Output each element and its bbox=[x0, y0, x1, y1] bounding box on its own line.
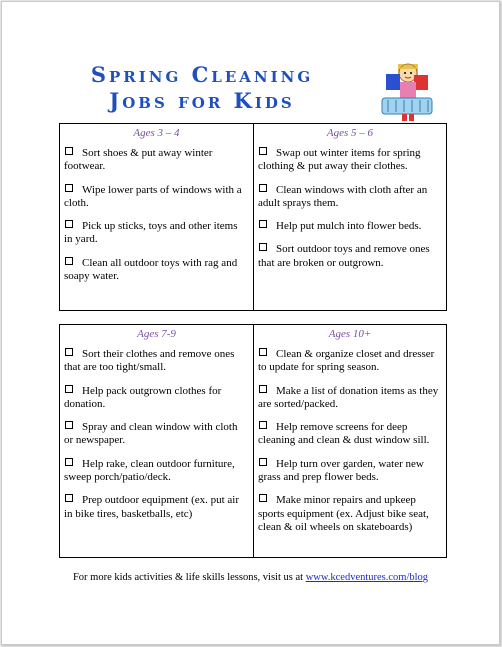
heading-ages-5-6: Ages 5 – 6 bbox=[326, 127, 374, 139]
list-item: Help put mulch into flower beds. bbox=[258, 220, 440, 233]
checkbox-icon bbox=[65, 385, 73, 393]
list-item: Clean & organize closet and dresser to update for spring season. bbox=[258, 348, 435, 374]
checkbox-icon bbox=[259, 421, 267, 429]
document-page bbox=[1, 1, 500, 645]
list-item: Sort shoes & put away winter footwear. bbox=[64, 147, 213, 173]
checkbox-icon bbox=[259, 494, 267, 502]
list-item: Help turn over garden, water new grass and prep flower beds. bbox=[258, 457, 424, 484]
list-item: Pick up sticks, toys and other items in yard. bbox=[64, 220, 238, 246]
heading-ages-7-9: Ages 7-9 bbox=[137, 328, 176, 340]
checkbox-icon bbox=[259, 348, 267, 356]
title-line-1: Spring Cleaning bbox=[90, 62, 314, 87]
footer-text: For more kids activities & life skills lessons, visit us at bbox=[72, 572, 306, 583]
column-ages-7-9 bbox=[60, 325, 253, 557]
checkbox-icon bbox=[65, 494, 73, 502]
checkbox-icon bbox=[65, 257, 73, 265]
checkbox-icon bbox=[65, 220, 73, 228]
list-item: Make a list of donation items as they are sorted/packed. bbox=[258, 384, 439, 410]
checkbox-icon bbox=[259, 458, 267, 466]
list-item: Help remove screens for deep cleaning and clean & dust window sill. bbox=[258, 421, 430, 447]
checkbox-icon bbox=[65, 458, 73, 466]
footer bbox=[2, 572, 499, 583]
list-item: Swap out winter items for spring clothing & put away their clothes. bbox=[258, 147, 421, 173]
list-item: Spray and clean window with cloth or newspaper. bbox=[64, 421, 238, 447]
checkbox-icon bbox=[65, 348, 73, 356]
checkbox-icon bbox=[65, 421, 73, 429]
column-ages-5-6 bbox=[254, 124, 446, 310]
checkbox-icon bbox=[259, 385, 267, 393]
girl-laundry-illustration bbox=[378, 60, 436, 122]
title-line-2: Jobs for Kids bbox=[109, 88, 295, 113]
column-ages-3-4 bbox=[60, 124, 253, 310]
list-item: Help rake, clean outdoor furniture, sweep porch/patio/deck. bbox=[64, 457, 235, 484]
checkbox-icon bbox=[259, 147, 267, 155]
checkbox-icon bbox=[65, 184, 73, 192]
checkbox-icon bbox=[259, 220, 267, 228]
checkbox-icon bbox=[259, 184, 267, 192]
list-item: Help pack outgrown clothes for donation. bbox=[64, 384, 222, 410]
heading-ages-10-plus: Ages 10+ bbox=[328, 328, 372, 340]
list-item: Make minor repairs and upkeep sports equipment (ex. Adjust bike seat, clean & oil wheels on skateboards) bbox=[258, 494, 429, 533]
list-item: Clean all outdoor toys with rag and soapy water. bbox=[64, 256, 238, 283]
jobs-box-bottom bbox=[59, 324, 447, 558]
list-item: Prep outdoor equipment (ex. put air in bike tires, basketballs, etc) bbox=[64, 494, 240, 520]
checkbox-icon bbox=[65, 147, 73, 155]
footer-link[interactable]: www.kcedventures.com/blog bbox=[305, 572, 429, 583]
list-item: Clean windows with cloth after an adult sprays them. bbox=[258, 183, 428, 209]
column-ages-10-plus bbox=[254, 325, 446, 557]
heading-ages-3-4: Ages 3 – 4 bbox=[133, 127, 180, 139]
list-item: Sort their clothes and remove ones that are too tight/small. bbox=[64, 348, 235, 374]
checkbox-icon bbox=[259, 243, 267, 251]
list-item: Wipe lower parts of windows with a cloth. bbox=[64, 183, 242, 209]
jobs-box-top bbox=[59, 123, 447, 311]
list-item: Sort outdoor toys and remove ones that are broken or outgrown. bbox=[258, 243, 430, 269]
